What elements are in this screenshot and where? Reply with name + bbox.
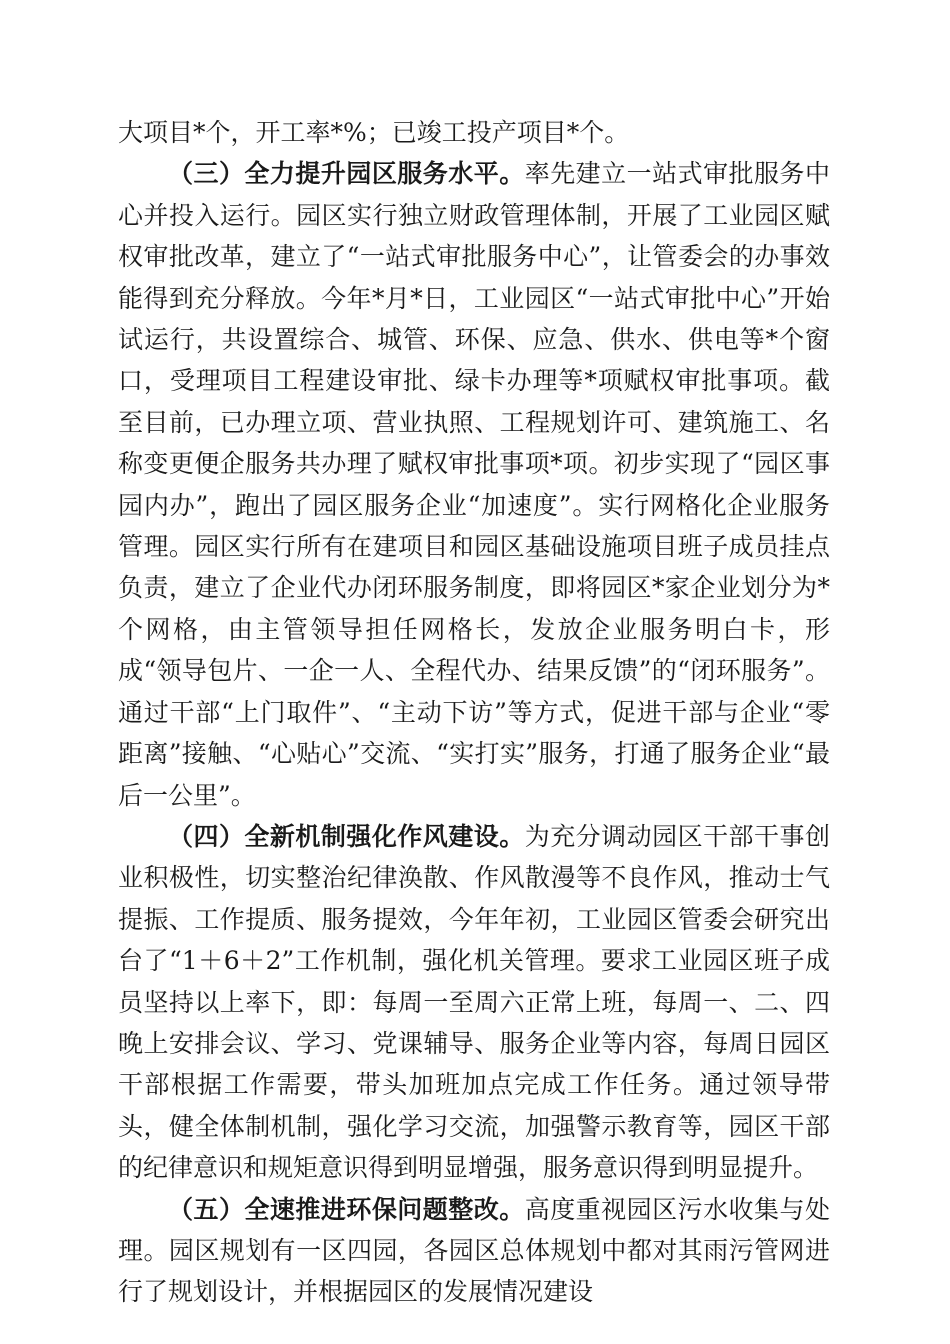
paragraph-body: 为充分调动园区干部干事创业积极性，切实整治纪律涣散、作风散漫等不良作风，推动士气提振、工作提质、服务提效，今年年初，工业园区管委会研究出台了“1＋6＋2”工作机制，强化机关管理。要求工业园区班子成员坚持以上率下，即：每周一至周六正常上班，每周一、二、四晚上安排会议、学习、党课辅导、服务企业等内容，每周日园区干部根据工作需要，带头加班加点完成工作任务。通过领导带头，健全体制机制，强化学习交流，加强警示教育等，园区干部的纪律意识和规矩意识得到明显增强，服务意识得到明显提升。 xyxy=(118,821,830,1183)
section-heading: （五）全速推进环保问题整改。 xyxy=(168,1194,525,1224)
paragraph-body: 大项目*个，开工率*%；已竣工投产项目*个。 xyxy=(118,118,630,147)
document-body xyxy=(118,112,830,1313)
paragraph-body: 率先建立一站式审批服务中心并投入运行。园区实行独立财政管理体制，开展了工业园区赋权审批改革，建立了“一站式审批服务中心”，让管委会的办事效能得到充分释放。今年*月*日，工业园区“一站式审批中心”开始试运行，共设置综合、城管、环保、应急、供水、供电等*个窗口，受理项目工程建设审批、绿卡办理等*项赋权审批事项。截至目前，已办理立项、营业执照、工程规划许可、建筑施工、名称变更便企服务共办理了赋权审批事项*项。初步实现了“园区事园内办”，跑出了园区服务企业“加速度”。实行网格化企业服务管理。园区实行所有在建项目和园区基础设施项目班子成员挂点负责，建立了企业代办闭环服务制度，即将园区*家企业划分为*个网格，由主管领导担任网格长，发放企业服务明白卡，形成“领导包片、一企一人、全程代办、结果反馈”的“闭环服务”。通过干部“上门取件”、“主动下访”等方式，促进干部与企业“零距离”接触、“心贴心”交流、“实打实”服务，打通了服务企业“最后一公里”。 xyxy=(118,159,830,810)
paragraph-section-5 xyxy=(118,1189,830,1313)
section-heading: （三）全力提升园区服务水平。 xyxy=(168,159,525,189)
paragraph-section-4 xyxy=(118,816,830,1189)
paragraph-continuation xyxy=(118,112,830,153)
paragraph-body: 高度重视园区污水收集与处理。园区规划有一区四园，各园区总体规划中都对其雨污管网进行了规划设计，并根据园区的发展情况建设 xyxy=(118,1194,830,1307)
paragraph-section-3 xyxy=(118,153,830,816)
section-heading: （四）全新机制强化作风建设。 xyxy=(168,821,525,851)
